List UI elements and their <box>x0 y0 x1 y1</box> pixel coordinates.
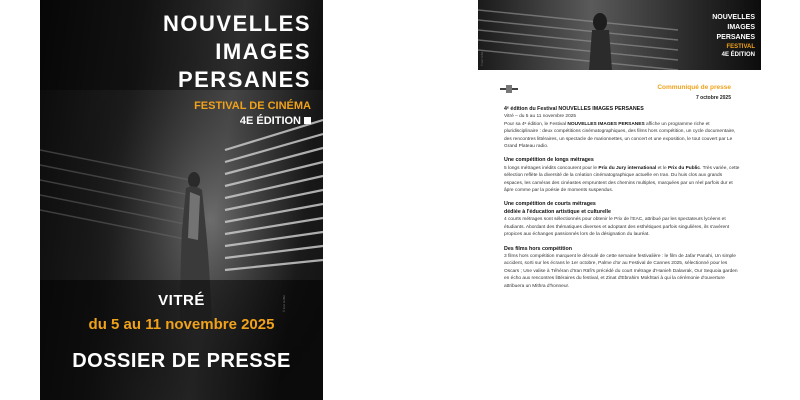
cover-dates: du 5 au 11 novembre 2025 <box>88 316 275 333</box>
header-banner <box>478 0 761 70</box>
release-date: 7 octobre 2025 <box>695 95 731 101</box>
cover-press-kit-label: DOSSIER DE PRESSE <box>72 350 291 372</box>
press-release-label: Communiqué de presse <box>657 84 731 91</box>
press-kit-cover <box>40 0 323 400</box>
cover-title <box>163 10 311 94</box>
intro-text: Pour sa 4ᵉ édition, le Festival <box>504 121 568 127</box>
section-title-short-films: Une compétition de courts métrages <box>504 201 596 208</box>
intro-festival-name: NOUVELLES IMAGES PERSANES <box>567 121 645 127</box>
cover-photo-credit: © Eric Hoffet <box>282 295 286 312</box>
cover-title-line: IMAGES <box>215 39 311 64</box>
short-films-paragraph: 4 courts métrages sont sélectionnés pour obtenir le Prix de l'EAC, attribué par les spectateurs lycéens et étudiants. Abordant des thématiques diverses et adoptant des esthétiques parfois singulières, ils s'avèrent propices aux échanges passionnés lors de la désignation du lauréat. <box>504 217 730 238</box>
out-of-competition-paragraph: 3 films hors compétition marquent le déroulé de cette semaine festivalière : le film de Jafar Panahi, Un simple accident, sorti sur les écrans le 1er octobre, Palme d'or au Festival de Cannes 2025, sélectionné pour les Oscars ; Une valise à Téhéran d'Iran Räfi's précédé du court métrage d'Hanieh Dalavrak, Our Sequoia garden en écho aux rencontres littéraires du festival, et Zinat d'Ebrahim Mokhtari à qui la cérémonie d'ouverture attribuera un Mithra d'honneur. <box>504 253 738 289</box>
section-title-feature-films: Une compétition de longs métrages <box>504 157 594 164</box>
release-heading: 4ᵉ édition du Festival NOUVELLES IMAGES PERSANES <box>504 106 644 112</box>
banner-title <box>712 13 755 59</box>
banner-title-line: IMAGES <box>727 24 755 31</box>
paragraph-text: 5 longs métrages inédits concourent pour le <box>504 165 599 171</box>
intro-paragraph <box>504 121 740 151</box>
release-place-date: Vitré – du 5 au 11 novembre 2025 <box>504 114 577 120</box>
jury-prize-label: Prix du Jury international <box>598 165 657 171</box>
section-title-out-of-competition: Des films hors compétition <box>504 245 572 252</box>
cover-city: VITRÉ <box>158 292 205 309</box>
release-body <box>504 106 740 290</box>
banner-photo-credit: © Eric Hoffet <box>481 51 484 66</box>
banner-edition: 4E ÉDITION <box>721 52 755 58</box>
banner-title-line: NOUVELLES <box>712 14 755 21</box>
press-release-page <box>478 0 761 400</box>
intro-text: affiche un programme riche et pluridisciplinaire : deux compétitions cinématographiques, des films hors compétition, un cycle documentaire, des rencontres littéraires, un spectacle de marionnettes, un concert et une exposition, le tout couvert par Le Grand Plateau radio. <box>504 121 736 150</box>
cover-edition-label: 4E ÉDITION <box>239 115 301 127</box>
square-icon <box>304 117 311 124</box>
cover-edition <box>240 115 311 127</box>
feature-films-paragraph <box>504 165 740 195</box>
festival-logo-icon <box>500 84 518 94</box>
banner-title-line: PERSANES <box>716 34 755 41</box>
paragraph-text: et le <box>656 165 668 171</box>
cover-title-line: NOUVELLES <box>163 11 311 36</box>
paragraph-text: . Très variée, cette sélection reflète la diversité de la création cinématographique actuelle en Iran. Du huis clos aux grands espaces, les caméras des cinéastes empruntent des chemins multiples, marquées par un réel parfois dur et âpre comme par la poésie de moments suspendus. <box>504 165 740 194</box>
cover-title-line: PERSANES <box>177 67 311 92</box>
section-subtitle-short-films: dédiée à l'éducation artistique et culturelle <box>504 208 611 215</box>
banner-subtitle: FESTIVAL <box>726 44 755 50</box>
cover-subtitle: FESTIVAL DE CINÉMA <box>194 100 311 112</box>
public-prize-label: Prix du Public <box>667 165 700 171</box>
